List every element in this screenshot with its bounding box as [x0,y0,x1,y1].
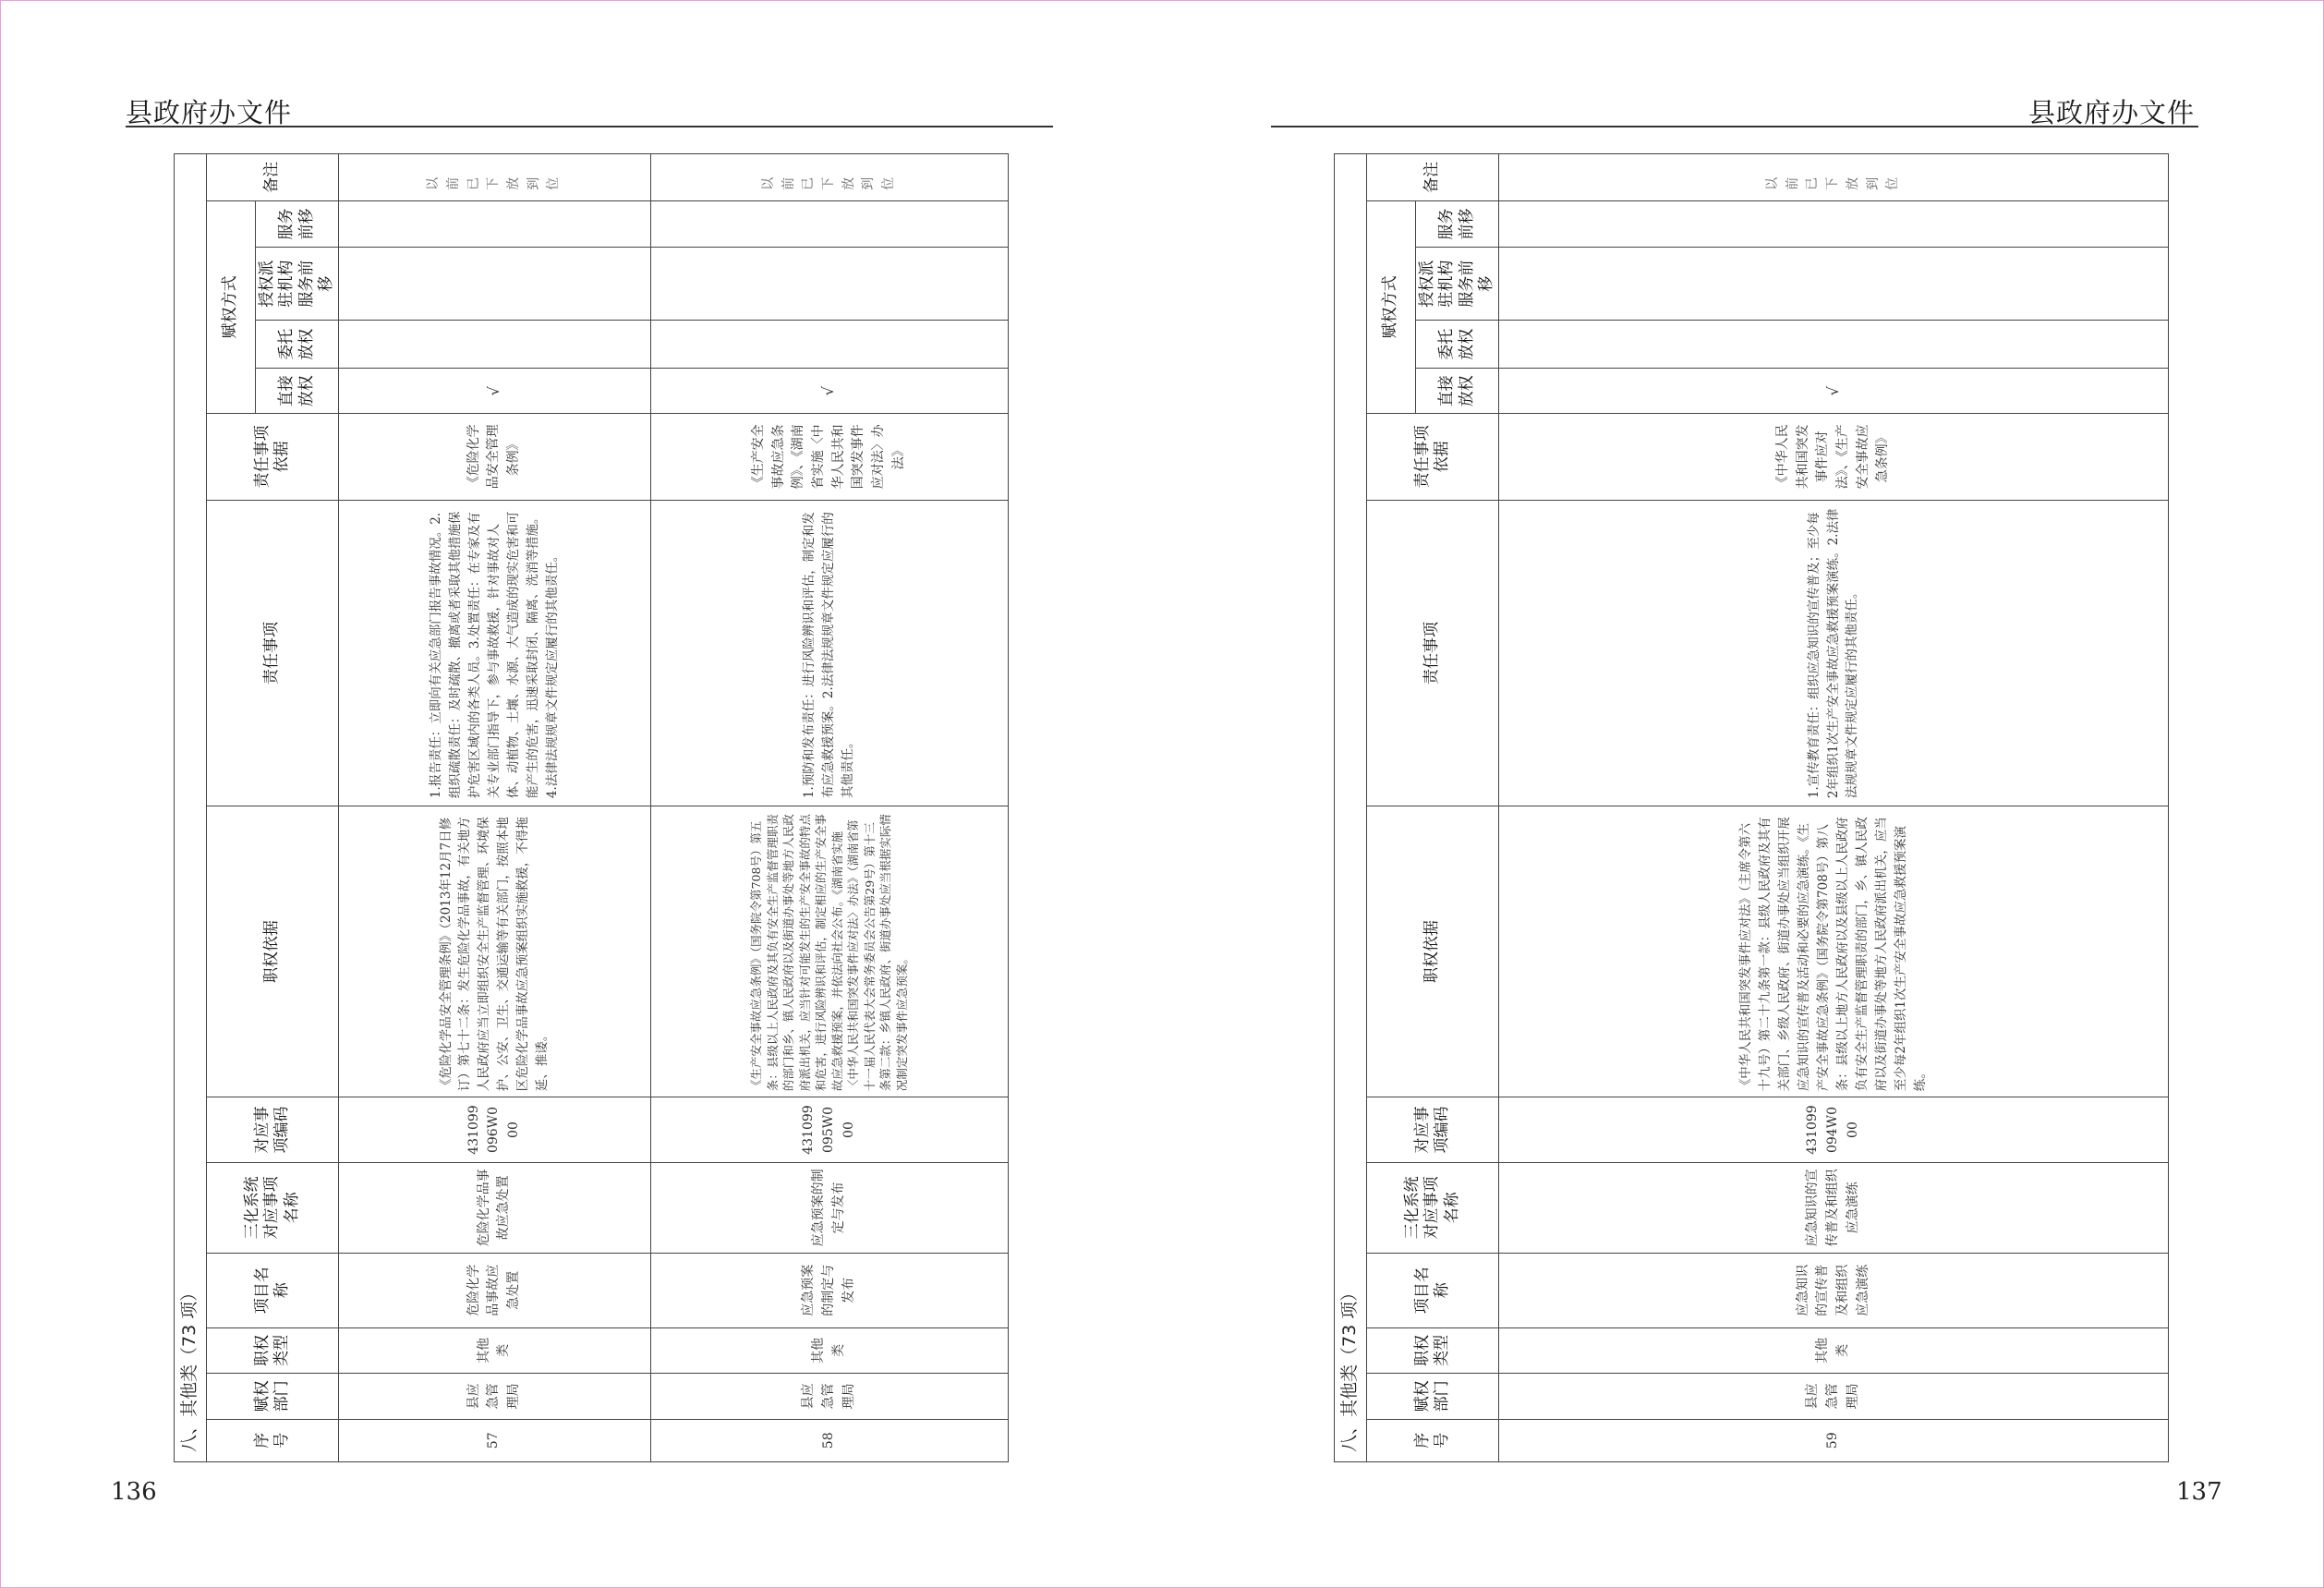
cell-service [1499,200,2169,247]
cell-dept: 县应急管理局 [1499,1374,2169,1419]
table-row [650,154,1008,1462]
cell-code: 431099094W000 [1499,1097,2169,1163]
col-dept: 赋权部门 [207,1374,339,1419]
section-title: 八、其他类（73 项） [1335,154,1367,1462]
cell-seq: 57 [339,1419,651,1461]
page-number-left: 136 [111,1478,157,1506]
cell-dispatch [650,248,1008,321]
header-title-left: 县政府办文件 [126,97,293,128]
col-service: 服务前移 [1416,200,1499,247]
cell-note: 以前已下放到位 [1499,154,2169,201]
col-basis: 职权依据 [1367,806,1499,1097]
cell-seq: 59 [1499,1419,2169,1461]
duty-table-right [1334,153,2169,1462]
col-type: 职权类型 [1367,1327,1499,1373]
cell-seq: 58 [650,1419,1008,1461]
col-item-name: 项目名称 [207,1253,339,1327]
table-right-rotated [1334,153,2169,1462]
cell-item-name: 应急预案的制定与发布 [650,1253,1008,1327]
cell-entrust [339,321,651,370]
cell-type: 其他类 [650,1327,1008,1373]
col-resp-basis: 责任事项依据 [207,413,339,500]
cell-entrust [1499,321,2169,370]
cell-dispatch [339,248,651,321]
cell-basis: 《中华人民共和国突发事件应对法》（主席令第六十九号）第二十九条第一款：县级人民政府及其有关部门、乡级人民政府、街道办事处应当组织开展应急知识的宣传普及活动和必要的应急演练。《生产安全事故应急条例》（国务院令第708号）第八条：县级以上地方人民政府以及县级以上人民政府负有安全生产监督管理职责的部门，乡、镇人民政府以及街道办事处等地方人民政府派出机关，应当至少每2年组织1次生产安全事故应急救援预案演练。 [1499,806,2169,1097]
col-dispatch: 授权派驻机构服务前移 [1416,248,1499,321]
cell-code: 431099095W000 [650,1097,1008,1163]
cell-note: 以前已下放到位 [650,154,1008,201]
page-number-right: 137 [2176,1478,2222,1506]
cell-sys-name: 危险化学品事故应急处置 [339,1162,651,1253]
col-entrust: 委托放权 [256,321,339,370]
col-seq: 序号 [207,1419,339,1461]
col-basis: 职权依据 [207,806,339,1097]
col-note: 备注 [1367,154,1499,201]
duty-table-left [174,153,1009,1462]
col-resp-basis: 责任事项依据 [1367,413,1499,500]
cell-direct-check: √ [1499,369,2169,413]
cell-type: 其他类 [1499,1327,2169,1373]
col-code: 对应事项编码 [1367,1097,1499,1163]
cell-item-name: 应急知识的宣传普及和组织应急演练 [1499,1253,2169,1327]
col-entrust: 委托放权 [1416,321,1499,370]
cell-resp: 1.预防和发布责任：进行风险辨识和评估，制定和发布应急救援预案。2.法律法规规章文件规定应履行的其他责任。 [650,500,1008,806]
col-resp: 责任事项 [1367,500,1499,806]
col-dispatch: 授权派驻机构服务前移 [256,248,339,321]
table-row [339,154,651,1462]
col-grant-group: 赋权方式 [1367,200,1416,413]
cell-resp: 1.报告责任：立即向有关应急部门报告事故情况。2.组织疏散责任：及时疏散、撤离或者采取其他措施保护危害区域内的各类人员。3.处置责任：在专家及有关专业部门指导下，参与事故救援，针对事故对人体、动植物、土壤、水源、大气造成的现实危害和可能产生的危害，迅速采取封闭、隔离、洗消等措施。4.法律法规规章文件规定应履行的其他责任。 [339,500,651,806]
cell-dept: 县应急管理局 [650,1374,1008,1419]
section-title: 八、其他类（73 项） [175,154,207,1462]
col-service: 服务前移 [256,200,339,247]
col-direct: 直接放权 [1416,369,1499,413]
cell-sys-name: 应急知识的宣传普及和组织应急演练 [1499,1162,2169,1253]
cell-basis: 《生产安全事故应急条例》（国务院令第708号）第五条：县级以上人民政府及其负有安全生产监督管理职责的部门和乡、镇人民政府以及街道办事处等地方人民政府派出机关，应当针对可能发生的生产安全事故的特点和危害，进行风险辨识和评估，制定相应的生产安全事故应急救援预案，并依法向社会公布。《湖南省实施〈中华人民共和国突发事件应对法〉办法》（湖南省第十一届人民代表大会常务委员会公告第29号）第十三条第二款：乡镇人民政府、街道办事处应当根据实际情况制定突发事件应急预案。 [650,806,1008,1097]
cell-code: 431099096W000 [339,1097,651,1163]
col-direct: 直接放权 [256,369,339,413]
right-page [1162,0,2324,1588]
cell-resp-basis: 《危险化学品安全管理条例》 [339,413,651,500]
col-item-name: 项目名称 [1367,1253,1499,1327]
header-title-right: 县政府办文件 [2028,97,2196,128]
cell-sys-name: 应急预案的制定与发布 [650,1162,1008,1253]
cell-dispatch [1499,248,2169,321]
cell-resp-basis: 《中华人民共和国突发事件应对法》、《生产安全事故应急条例》 [1499,413,2169,500]
cell-entrust [650,321,1008,370]
table-row [1499,154,2169,1462]
cell-service [339,200,651,247]
cell-type: 其他类 [339,1327,651,1373]
cell-direct-check: √ [339,369,651,413]
cell-resp-basis: 《生产安全事故应急条例》、《湖南省实施〈中华人民共和国突发事件应对法〉办法》 [650,413,1008,500]
table-left-rotated [174,153,1009,1462]
cell-resp: 1.宣传教育责任：组织应急知识的宣传普及；至少每2年组织1次生产安全事故应急救援预案演练。2.法律法规规章文件规定应履行的其他责任。 [1499,500,2169,806]
cell-basis: 《危险化学品安全管理条例》（2013年12月7日修订）第七十二条：发生危险化学品事故，有关地方人民政府应当立即组织安全生产监督管理、环境保护、公安、卫生、交通运输等有关部门，按照本地区危险化学品事故应急预案组织实施救援，不得拖延、推诿。 [339,806,651,1097]
cell-service [650,200,1008,247]
col-dept: 赋权部门 [1367,1374,1499,1419]
cell-item-name: 危险化学品事故应急处置 [339,1253,651,1327]
col-type: 职权类型 [207,1327,339,1373]
col-seq: 序号 [1367,1419,1499,1461]
col-note: 备注 [207,154,339,201]
col-sys-name: 三化系统对应事项名称 [1367,1162,1499,1253]
cell-dept: 县应急管理局 [339,1374,651,1419]
header-rule-left [126,126,1053,127]
col-code: 对应事项编码 [207,1097,339,1163]
cell-direct-check: √ [650,369,1008,413]
col-sys-name: 三化系统对应事项名称 [207,1162,339,1253]
col-grant-group: 赋权方式 [207,200,256,413]
cell-note: 以前已下放到位 [339,154,651,201]
col-resp: 责任事项 [207,500,339,806]
